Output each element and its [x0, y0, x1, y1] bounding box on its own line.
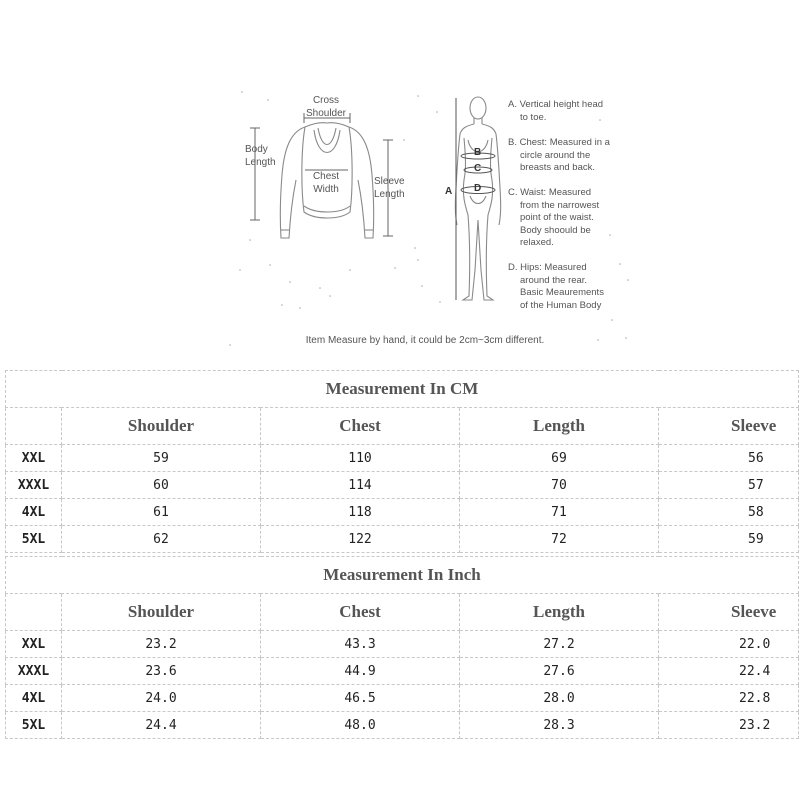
sleeve-length-line-2: Length	[374, 188, 405, 200]
inch-chest-value: 43.3	[261, 631, 460, 658]
legend-d-line-4: of the Human Body	[520, 299, 602, 311]
chest-width-label	[305, 171, 347, 196]
body-length-line-2: Length	[245, 156, 276, 168]
inch-shoulder-value: 23.6	[62, 658, 261, 685]
legend-d	[508, 262, 628, 312]
cm-shoulder-value: 62	[62, 526, 261, 553]
inch-length-value: 28.3	[460, 712, 659, 739]
sleeve-length-line-1: Sleeve	[374, 176, 405, 187]
inch-shoulder-value: 24.0	[62, 685, 261, 712]
inch-header-row	[6, 594, 799, 631]
legend-d-line-3: Basic Meaurements	[520, 287, 604, 299]
table-row	[6, 685, 799, 712]
legend-c-line-5: relaxed.	[520, 237, 554, 249]
cm-shoulder-value: 59	[62, 445, 261, 472]
table-row	[6, 631, 799, 658]
cm-header-row	[6, 408, 799, 445]
legend-d-line-2: around the rear.	[520, 274, 588, 286]
inch-header-length: Length	[460, 594, 659, 631]
legend-c-line-1: C. Waist: Measured	[508, 187, 592, 198]
size-diagram	[0, 0, 800, 360]
size-label: XXXL	[6, 472, 62, 499]
cm-chest-value: 118	[261, 499, 460, 526]
measure-note: Item Measure by hand, it could be 2cm~3cm different.	[305, 335, 545, 346]
inch-length-value: 27.6	[460, 658, 659, 685]
cm-shoulder-value: 60	[62, 472, 261, 499]
legend-d-line-1: D. Hips: Measured	[508, 262, 587, 273]
legend-b-line-1: B. Chest: Measured in a	[508, 137, 610, 148]
cm-title-row	[6, 371, 799, 408]
legend-c	[508, 187, 628, 250]
table-row	[6, 712, 799, 739]
table-row	[6, 472, 799, 499]
cm-header-shoulder: Shoulder	[62, 408, 261, 445]
inch-sleeve-value: 22.0	[659, 631, 799, 658]
inch-header-shoulder: Shoulder	[62, 594, 261, 631]
cm-length-value: 72	[460, 526, 659, 553]
inch-sleeve-value: 22.8	[659, 685, 799, 712]
letter-d: D	[474, 183, 482, 194]
size-label: 5XL	[6, 712, 62, 739]
cm-sleeve-value: 57	[659, 472, 799, 499]
cm-chest-value: 122	[261, 526, 460, 553]
inch-table-title: Measurement In Inch	[6, 557, 799, 594]
size-label: 4XL	[6, 685, 62, 712]
letter-c: C	[474, 163, 482, 174]
letter-b: B	[474, 147, 482, 158]
cm-chest-value: 114	[261, 472, 460, 499]
legend-b-line-3: breasts and back.	[520, 162, 595, 174]
cm-chest-value: 110	[261, 445, 460, 472]
letter-a: A	[445, 186, 453, 197]
size-label: XXXL	[6, 658, 62, 685]
inch-sleeve-value: 22.4	[659, 658, 799, 685]
size-label: 4XL	[6, 499, 62, 526]
table-row	[6, 526, 799, 553]
cm-length-value: 69	[460, 445, 659, 472]
cm-header-corner	[6, 408, 62, 445]
legend-a	[508, 99, 628, 124]
inch-length-value: 27.2	[460, 631, 659, 658]
chest-width-line-2: Width	[313, 183, 339, 195]
cm-header-sleeve: Sleeve	[659, 408, 799, 445]
table-row	[6, 499, 799, 526]
inch-chest-value: 44.9	[261, 658, 460, 685]
inch-shoulder-value: 23.2	[62, 631, 261, 658]
cm-sleeve-value: 56	[659, 445, 799, 472]
legend-b-line-2: circle around the	[520, 149, 591, 161]
inch-chest-value: 48.0	[261, 712, 460, 739]
size-label: 5XL	[6, 526, 62, 553]
cross-shoulder-label	[298, 95, 354, 120]
legend-c-line-4: Body shoould be	[520, 224, 591, 236]
legend-c-line-2: from the narrowest	[520, 199, 600, 211]
size-label: XXL	[6, 445, 62, 472]
cm-table-title: Measurement In CM	[6, 371, 799, 408]
inch-length-value: 28.0	[460, 685, 659, 712]
legend-a-line-1: A. Vertical height head	[508, 99, 604, 110]
legend-a-line-2: to toe.	[520, 111, 547, 123]
cm-sleeve-value: 58	[659, 499, 799, 526]
sleeve-length-label	[374, 176, 414, 201]
cross-shoulder-line-2: Shoulder	[305, 107, 347, 119]
inch-sleeve-value: 23.2	[659, 712, 799, 739]
inch-header-chest: Chest	[261, 594, 460, 631]
cm-length-value: 71	[460, 499, 659, 526]
body-length-label	[245, 144, 285, 169]
size-label: XXL	[6, 631, 62, 658]
table-row	[6, 445, 799, 472]
cm-length-value: 70	[460, 472, 659, 499]
cross-shoulder-line-1: Cross	[312, 95, 340, 106]
table-row	[6, 658, 799, 685]
inch-table	[5, 556, 799, 739]
cm-header-chest: Chest	[261, 408, 460, 445]
legend-b	[508, 137, 628, 175]
inch-header-sleeve: Sleeve	[659, 594, 799, 631]
legend-c-line-3: point of the waist.	[520, 212, 594, 224]
cm-sleeve-value: 59	[659, 526, 799, 553]
chest-width-line-1: Chest	[312, 171, 340, 182]
cm-header-length: Length	[460, 408, 659, 445]
inch-shoulder-value: 24.4	[62, 712, 261, 739]
cm-shoulder-value: 61	[62, 499, 261, 526]
cm-table	[5, 370, 799, 553]
inch-chest-value: 46.5	[261, 685, 460, 712]
inch-title-row	[6, 557, 799, 594]
body-length-line-1: Body	[245, 144, 268, 155]
inch-header-corner	[6, 594, 62, 631]
